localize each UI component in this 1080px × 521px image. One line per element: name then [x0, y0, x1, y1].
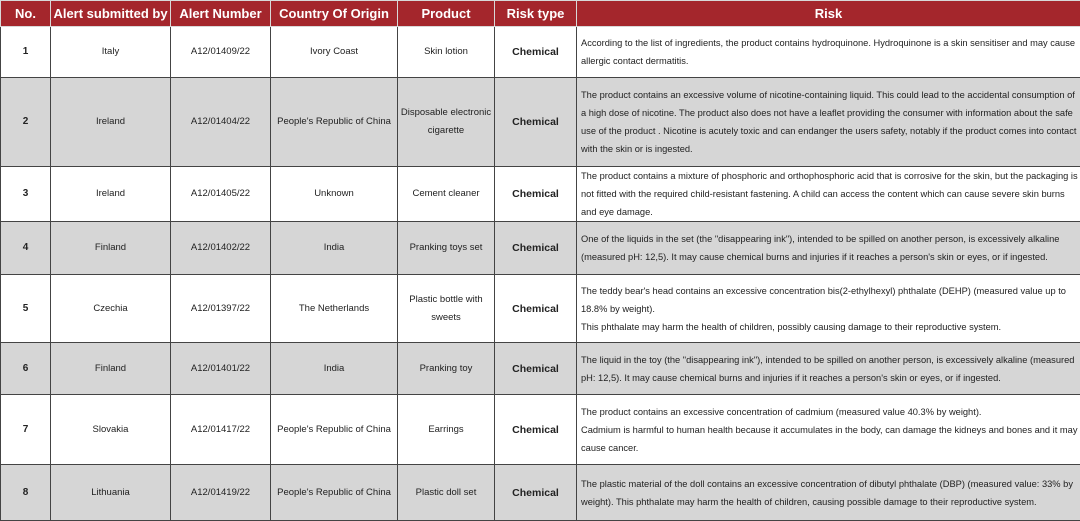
- cell-no: 7: [1, 395, 51, 465]
- cell-no: 5: [1, 275, 51, 343]
- cell-product: Cement cleaner: [398, 167, 495, 222]
- cell-risk: The product contains an excessive concentration of cadmium (measured value 40.3% by weight). Cadmium is harmful to human health because it accumulates in the body, can damage the kidneys and bones and it may cause cancer.: [577, 395, 1080, 465]
- cell-submitted-by: Ireland: [51, 167, 171, 222]
- cell-alert-number: A12/01401/22: [171, 343, 271, 395]
- table-row: [1, 465, 1080, 521]
- cell-alert-number: A12/01397/22: [171, 275, 271, 343]
- cell-country: India: [271, 222, 398, 275]
- cell-no: 2: [1, 78, 51, 167]
- cell-product: Plastic doll set: [398, 465, 495, 521]
- header-submitted-by: Alert submitted by: [51, 1, 171, 27]
- cell-risk-type: Chemical: [495, 27, 577, 78]
- header-risk-type: Risk type: [495, 1, 577, 27]
- cell-risk-type: Chemical: [495, 222, 577, 275]
- header-row: [1, 1, 1080, 27]
- cell-submitted-by: Czechia: [51, 275, 171, 343]
- cell-risk: According to the list of ingredients, the product contains hydroquinone. Hydroquinone is a skin sensitiser and may cause allergic contact dermatitis.: [577, 27, 1080, 78]
- cell-alert-number: A12/01405/22: [171, 167, 271, 222]
- header-product: Product: [398, 1, 495, 27]
- table-row: [1, 343, 1080, 395]
- table-row: [1, 78, 1080, 167]
- cell-submitted-by: Ireland: [51, 78, 171, 167]
- cell-risk: The teddy bear's head contains an excessive concentration bis(2-ethylhexyl) phthalate (DEHP) (measured value up to 18.8% by weight). This phthalate may harm the health of children, possibly causing damage to their reproductive system.: [577, 275, 1080, 343]
- cell-no: 1: [1, 27, 51, 78]
- cell-risk: The liquid in the toy (the "disappearing ink"), intended to be spilled on another person, is excessively alkaline (measured pH: 12,5). It may cause chemical burns and injuries if it reaches a person's skin or eyes, or if ingested.: [577, 343, 1080, 395]
- cell-no: 4: [1, 222, 51, 275]
- cell-alert-number: A12/01402/22: [171, 222, 271, 275]
- cell-country: India: [271, 343, 398, 395]
- table-row: [1, 222, 1080, 275]
- cell-risk: The product contains a mixture of phosphoric and orthophosphoric acid that is corrosive for the skin, but the packaging is not fitted with the required child-resistant fastening. A child can access the content which can cause severe skin burns and eye damage.: [577, 167, 1080, 222]
- cell-risk: The product contains an excessive volume of nicotine-containing liquid. This could lead to the accidental consumption of a high dose of nicotine. The product also does not have a leaflet providing the consumer with information about the safe use of the product . Nicotine is acutely toxic and can endanger the users safety, notably if the product comes into contact with the skin or is ingested.: [577, 78, 1080, 167]
- cell-no: 8: [1, 465, 51, 521]
- cell-risk-type: Chemical: [495, 78, 577, 167]
- cell-risk-type: Chemical: [495, 167, 577, 222]
- cell-alert-number: A12/01409/22: [171, 27, 271, 78]
- cell-product: Pranking toys set: [398, 222, 495, 275]
- cell-country: People's Republic of China: [271, 78, 398, 167]
- cell-submitted-by: Italy: [51, 27, 171, 78]
- header-risk: Risk: [577, 1, 1080, 27]
- cell-country: People's Republic of China: [271, 465, 398, 521]
- cell-country: People's Republic of China: [271, 395, 398, 465]
- cell-no: 3: [1, 167, 51, 222]
- cell-submitted-by: Slovakia: [51, 395, 171, 465]
- cell-alert-number: A12/01419/22: [171, 465, 271, 521]
- cell-product: Disposable electronic cigarette: [398, 78, 495, 167]
- cell-product: Plastic bottle with sweets: [398, 275, 495, 343]
- cell-submitted-by: Finland: [51, 343, 171, 395]
- cell-submitted-by: Lithuania: [51, 465, 171, 521]
- cell-country: The Netherlands: [271, 275, 398, 343]
- table-row: [1, 167, 1080, 222]
- cell-risk-type: Chemical: [495, 395, 577, 465]
- cell-product: Earrings: [398, 395, 495, 465]
- table-row: [1, 275, 1080, 343]
- table-row: [1, 27, 1080, 78]
- cell-risk: One of the liquids in the set (the "disappearing ink"), intended to be spilled on another person, is excessively alkaline (measured pH: 12,5). It may cause chemical burns and injuries if it reaches a person's skin or eyes, or if ingested.: [577, 222, 1080, 275]
- cell-alert-number: A12/01404/22: [171, 78, 271, 167]
- table-row: [1, 395, 1080, 465]
- header-no: No.: [1, 1, 51, 27]
- cell-no: 6: [1, 343, 51, 395]
- cell-risk-type: Chemical: [495, 343, 577, 395]
- cell-risk-type: Chemical: [495, 465, 577, 521]
- cell-country: Unknown: [271, 167, 398, 222]
- cell-alert-number: A12/01417/22: [171, 395, 271, 465]
- cell-risk-type: Chemical: [495, 275, 577, 343]
- cell-product: Skin lotion: [398, 27, 495, 78]
- cell-risk: The plastic material of the doll contains an excessive concentration of dibutyl phthalate (DBP) (measured value: 33% by weight). This phthalate may harm the health of children, causing possible damage to their reproductive system.: [577, 465, 1080, 521]
- header-country: Country Of Origin: [271, 1, 398, 27]
- header-alert-number: Alert Number: [171, 1, 271, 27]
- cell-submitted-by: Finland: [51, 222, 171, 275]
- cell-product: Pranking toy: [398, 343, 495, 395]
- cell-country: Ivory Coast: [271, 27, 398, 78]
